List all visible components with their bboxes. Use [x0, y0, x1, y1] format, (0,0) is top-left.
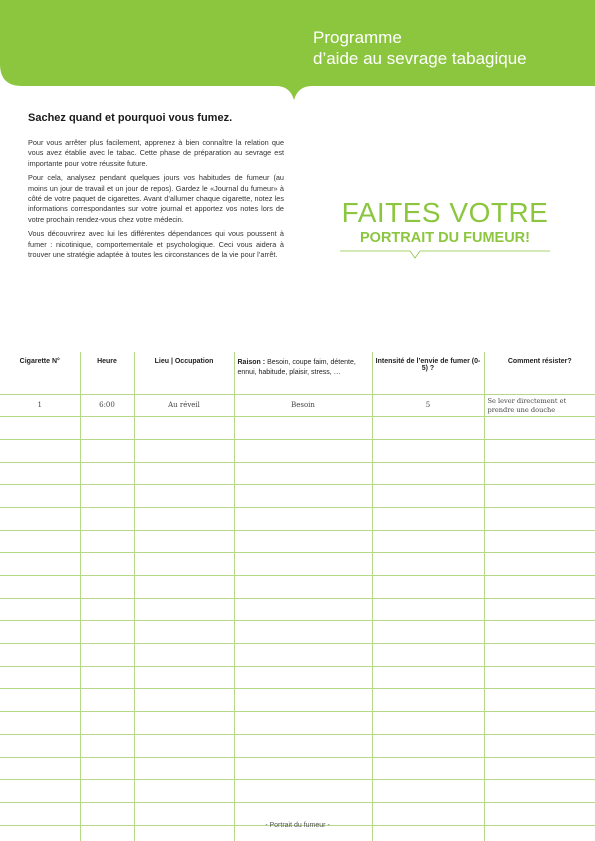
empty-cell[interactable]	[134, 689, 234, 712]
empty-cell[interactable]	[372, 734, 484, 757]
cell-resist[interactable]: Se lever directement et prendre une douche	[484, 394, 595, 417]
empty-cell[interactable]	[134, 417, 234, 440]
empty-cell[interactable]	[0, 576, 80, 599]
empty-cell[interactable]	[234, 757, 372, 780]
empty-cell[interactable]	[80, 553, 134, 576]
empty-cell[interactable]	[134, 598, 234, 621]
empty-cell[interactable]	[484, 689, 595, 712]
empty-cell[interactable]	[234, 712, 372, 735]
empty-cell[interactable]	[484, 621, 595, 644]
portrait-underline	[340, 249, 550, 261]
header-reason-label: Raison :	[237, 359, 266, 366]
empty-cell[interactable]	[80, 530, 134, 553]
empty-cell[interactable]	[484, 507, 595, 530]
empty-cell[interactable]	[80, 734, 134, 757]
empty-cell[interactable]	[80, 689, 134, 712]
empty-cell[interactable]	[484, 576, 595, 599]
header-time: Heure	[80, 352, 134, 394]
empty-cell[interactable]	[484, 644, 595, 667]
empty-cell[interactable]	[0, 712, 80, 735]
table-row-example	[0, 394, 595, 417]
empty-cell[interactable]	[0, 621, 80, 644]
empty-cell[interactable]	[234, 666, 372, 689]
table-row	[0, 417, 595, 440]
empty-cell[interactable]	[484, 553, 595, 576]
empty-cell[interactable]	[234, 530, 372, 553]
intro-paragraph-1: Pour vous arrêter plus facilement, apprenez à bien connaître la relation que vous avez établie avec le tabac. Cette phase de préparation au sevrage est importante pour votre réussite future.	[28, 138, 284, 168]
empty-cell[interactable]	[234, 462, 372, 485]
empty-cell[interactable]	[484, 780, 595, 803]
empty-cell[interactable]	[134, 621, 234, 644]
empty-cell[interactable]	[80, 439, 134, 462]
empty-cell[interactable]	[372, 644, 484, 667]
empty-cell[interactable]	[0, 439, 80, 462]
empty-cell[interactable]	[372, 530, 484, 553]
empty-cell[interactable]	[0, 780, 80, 803]
empty-cell[interactable]	[134, 576, 234, 599]
header-reason-hint: Besoin, coupe faim, détente, ennui, habitude, plaisir, stress, …	[237, 359, 356, 376]
empty-cell[interactable]	[234, 417, 372, 440]
empty-cell[interactable]	[372, 757, 484, 780]
intro-heading: Sachez quand et pourquoi vous fumez.	[28, 112, 233, 124]
cell-reason[interactable]: Besoin	[234, 394, 372, 417]
empty-cell[interactable]	[484, 666, 595, 689]
empty-cell[interactable]	[234, 734, 372, 757]
table-row	[0, 734, 595, 757]
empty-cell[interactable]	[0, 757, 80, 780]
portrait-title-line2: PORTRAIT DU FUMEUR!	[360, 230, 530, 246]
table-row	[0, 689, 595, 712]
empty-cell[interactable]	[134, 644, 234, 667]
empty-cell[interactable]	[484, 530, 595, 553]
portrait-callout	[340, 198, 550, 261]
empty-cell[interactable]	[134, 530, 234, 553]
empty-cell[interactable]	[134, 666, 234, 689]
cell-intensity[interactable]: 5	[372, 394, 484, 417]
empty-cell[interactable]	[372, 417, 484, 440]
intro-paragraph-2: Pour cela, analysez pendant quelques jours vos habitudes de fumeur (au moins un jour de travail et un jour de repos). Gardez le «Journal du fumeur» à côté de votre paquet de cigarettes. Avant d’allumer chaque cigarette, notez les informations correspondantes sur votre journal et apportez vos notes lors de votre prochain rendez-vous chez votre médecin.	[28, 173, 284, 224]
empty-cell[interactable]	[372, 621, 484, 644]
empty-cell[interactable]	[134, 485, 234, 508]
empty-cell[interactable]	[0, 734, 80, 757]
table-row	[0, 621, 595, 644]
empty-cell[interactable]	[134, 734, 234, 757]
empty-cell[interactable]	[80, 757, 134, 780]
program-title	[313, 27, 527, 69]
cell-place[interactable]: Au réveil	[134, 394, 234, 417]
empty-cell[interactable]	[372, 712, 484, 735]
empty-cell[interactable]	[372, 598, 484, 621]
empty-cell[interactable]	[0, 553, 80, 576]
empty-cell[interactable]	[484, 712, 595, 735]
empty-cell[interactable]	[0, 530, 80, 553]
empty-cell[interactable]	[484, 417, 595, 440]
empty-cell[interactable]	[234, 553, 372, 576]
empty-cell[interactable]	[372, 666, 484, 689]
table-row	[0, 439, 595, 462]
empty-cell[interactable]	[234, 689, 372, 712]
header-craving-intensity: Intensité de l’envie de fumer (0-5) ?	[372, 352, 484, 394]
empty-cell[interactable]	[484, 598, 595, 621]
empty-cell[interactable]	[80, 621, 134, 644]
cell-time[interactable]: 6:00	[80, 394, 134, 417]
page-footer: - Portrait du fumeur -	[265, 822, 330, 829]
table-header-row	[0, 352, 595, 394]
program-title-line2: d’aide au sevrage tabagique	[313, 49, 527, 68]
table-row	[0, 530, 595, 553]
empty-cell[interactable]	[234, 780, 372, 803]
table-row	[0, 644, 595, 667]
program-title-line1: Programme	[313, 28, 402, 47]
table-row	[0, 576, 595, 599]
header-cigarette-number: Cigarette N°	[19, 358, 60, 365]
empty-cell[interactable]	[134, 553, 234, 576]
empty-cell[interactable]	[0, 462, 80, 485]
table-row	[0, 598, 595, 621]
empty-cell[interactable]	[80, 507, 134, 530]
empty-cell[interactable]	[234, 598, 372, 621]
empty-cell[interactable]	[372, 576, 484, 599]
empty-cell[interactable]	[80, 485, 134, 508]
table-row	[0, 757, 595, 780]
empty-cell[interactable]	[80, 417, 134, 440]
empty-cell[interactable]	[234, 621, 372, 644]
table-row	[0, 666, 595, 689]
empty-cell[interactable]	[484, 439, 595, 462]
empty-cell[interactable]	[80, 598, 134, 621]
empty-cell[interactable]	[372, 439, 484, 462]
smoker-journal-table	[0, 352, 595, 841]
empty-cell[interactable]	[372, 507, 484, 530]
empty-cell[interactable]	[0, 666, 80, 689]
intro-section	[28, 112, 284, 264]
header-place-occupation: Lieu | Occupation	[134, 352, 234, 394]
empty-cell[interactable]	[80, 576, 134, 599]
table-row	[0, 485, 595, 508]
empty-cell[interactable]	[372, 780, 484, 803]
empty-cell[interactable]	[0, 485, 80, 508]
empty-cell[interactable]	[134, 780, 234, 803]
empty-cell[interactable]	[134, 507, 234, 530]
table-row	[0, 780, 595, 803]
portrait-title-line1: FAITES VOTRE	[341, 197, 549, 228]
empty-cell[interactable]	[484, 734, 595, 757]
empty-cell[interactable]	[134, 462, 234, 485]
empty-cell[interactable]	[80, 712, 134, 735]
empty-cell[interactable]	[80, 780, 134, 803]
empty-cell[interactable]	[0, 598, 80, 621]
empty-cell[interactable]	[372, 553, 484, 576]
empty-cell[interactable]	[0, 644, 80, 667]
intro-paragraph-3: Vous découvrirez avec lui les différentes dépendances qui vous poussent à fumer : nicotinique, comportementale et psychologique. Ceci vous aidera à trouver une stratégie adaptée à toutes les circonstances de la vie pour l’arrêt.	[28, 229, 284, 260]
table-row	[0, 507, 595, 530]
empty-cell[interactable]	[234, 576, 372, 599]
header-banner	[0, 0, 595, 108]
empty-cell[interactable]	[0, 417, 80, 440]
empty-cell[interactable]	[234, 485, 372, 508]
table-row	[0, 712, 595, 735]
cell-cigarette-number[interactable]: 1	[0, 394, 80, 417]
empty-cell[interactable]	[372, 462, 484, 485]
empty-cell[interactable]	[484, 757, 595, 780]
empty-cell[interactable]	[372, 689, 484, 712]
empty-cell[interactable]	[0, 689, 80, 712]
empty-cell[interactable]	[0, 507, 80, 530]
empty-cell[interactable]	[134, 757, 234, 780]
empty-cell[interactable]	[134, 712, 234, 735]
empty-cell[interactable]	[484, 462, 595, 485]
header-how-to-resist: Comment résister?	[484, 352, 595, 394]
empty-cell[interactable]	[80, 644, 134, 667]
empty-cell[interactable]	[484, 485, 595, 508]
empty-cell[interactable]	[80, 666, 134, 689]
empty-cell[interactable]	[234, 439, 372, 462]
empty-cell[interactable]	[234, 507, 372, 530]
header-reason	[234, 352, 372, 394]
empty-cell[interactable]	[80, 462, 134, 485]
table-row	[0, 462, 595, 485]
table-row	[0, 553, 595, 576]
empty-cell[interactable]	[234, 644, 372, 667]
empty-cell[interactable]	[134, 439, 234, 462]
empty-cell[interactable]	[372, 485, 484, 508]
